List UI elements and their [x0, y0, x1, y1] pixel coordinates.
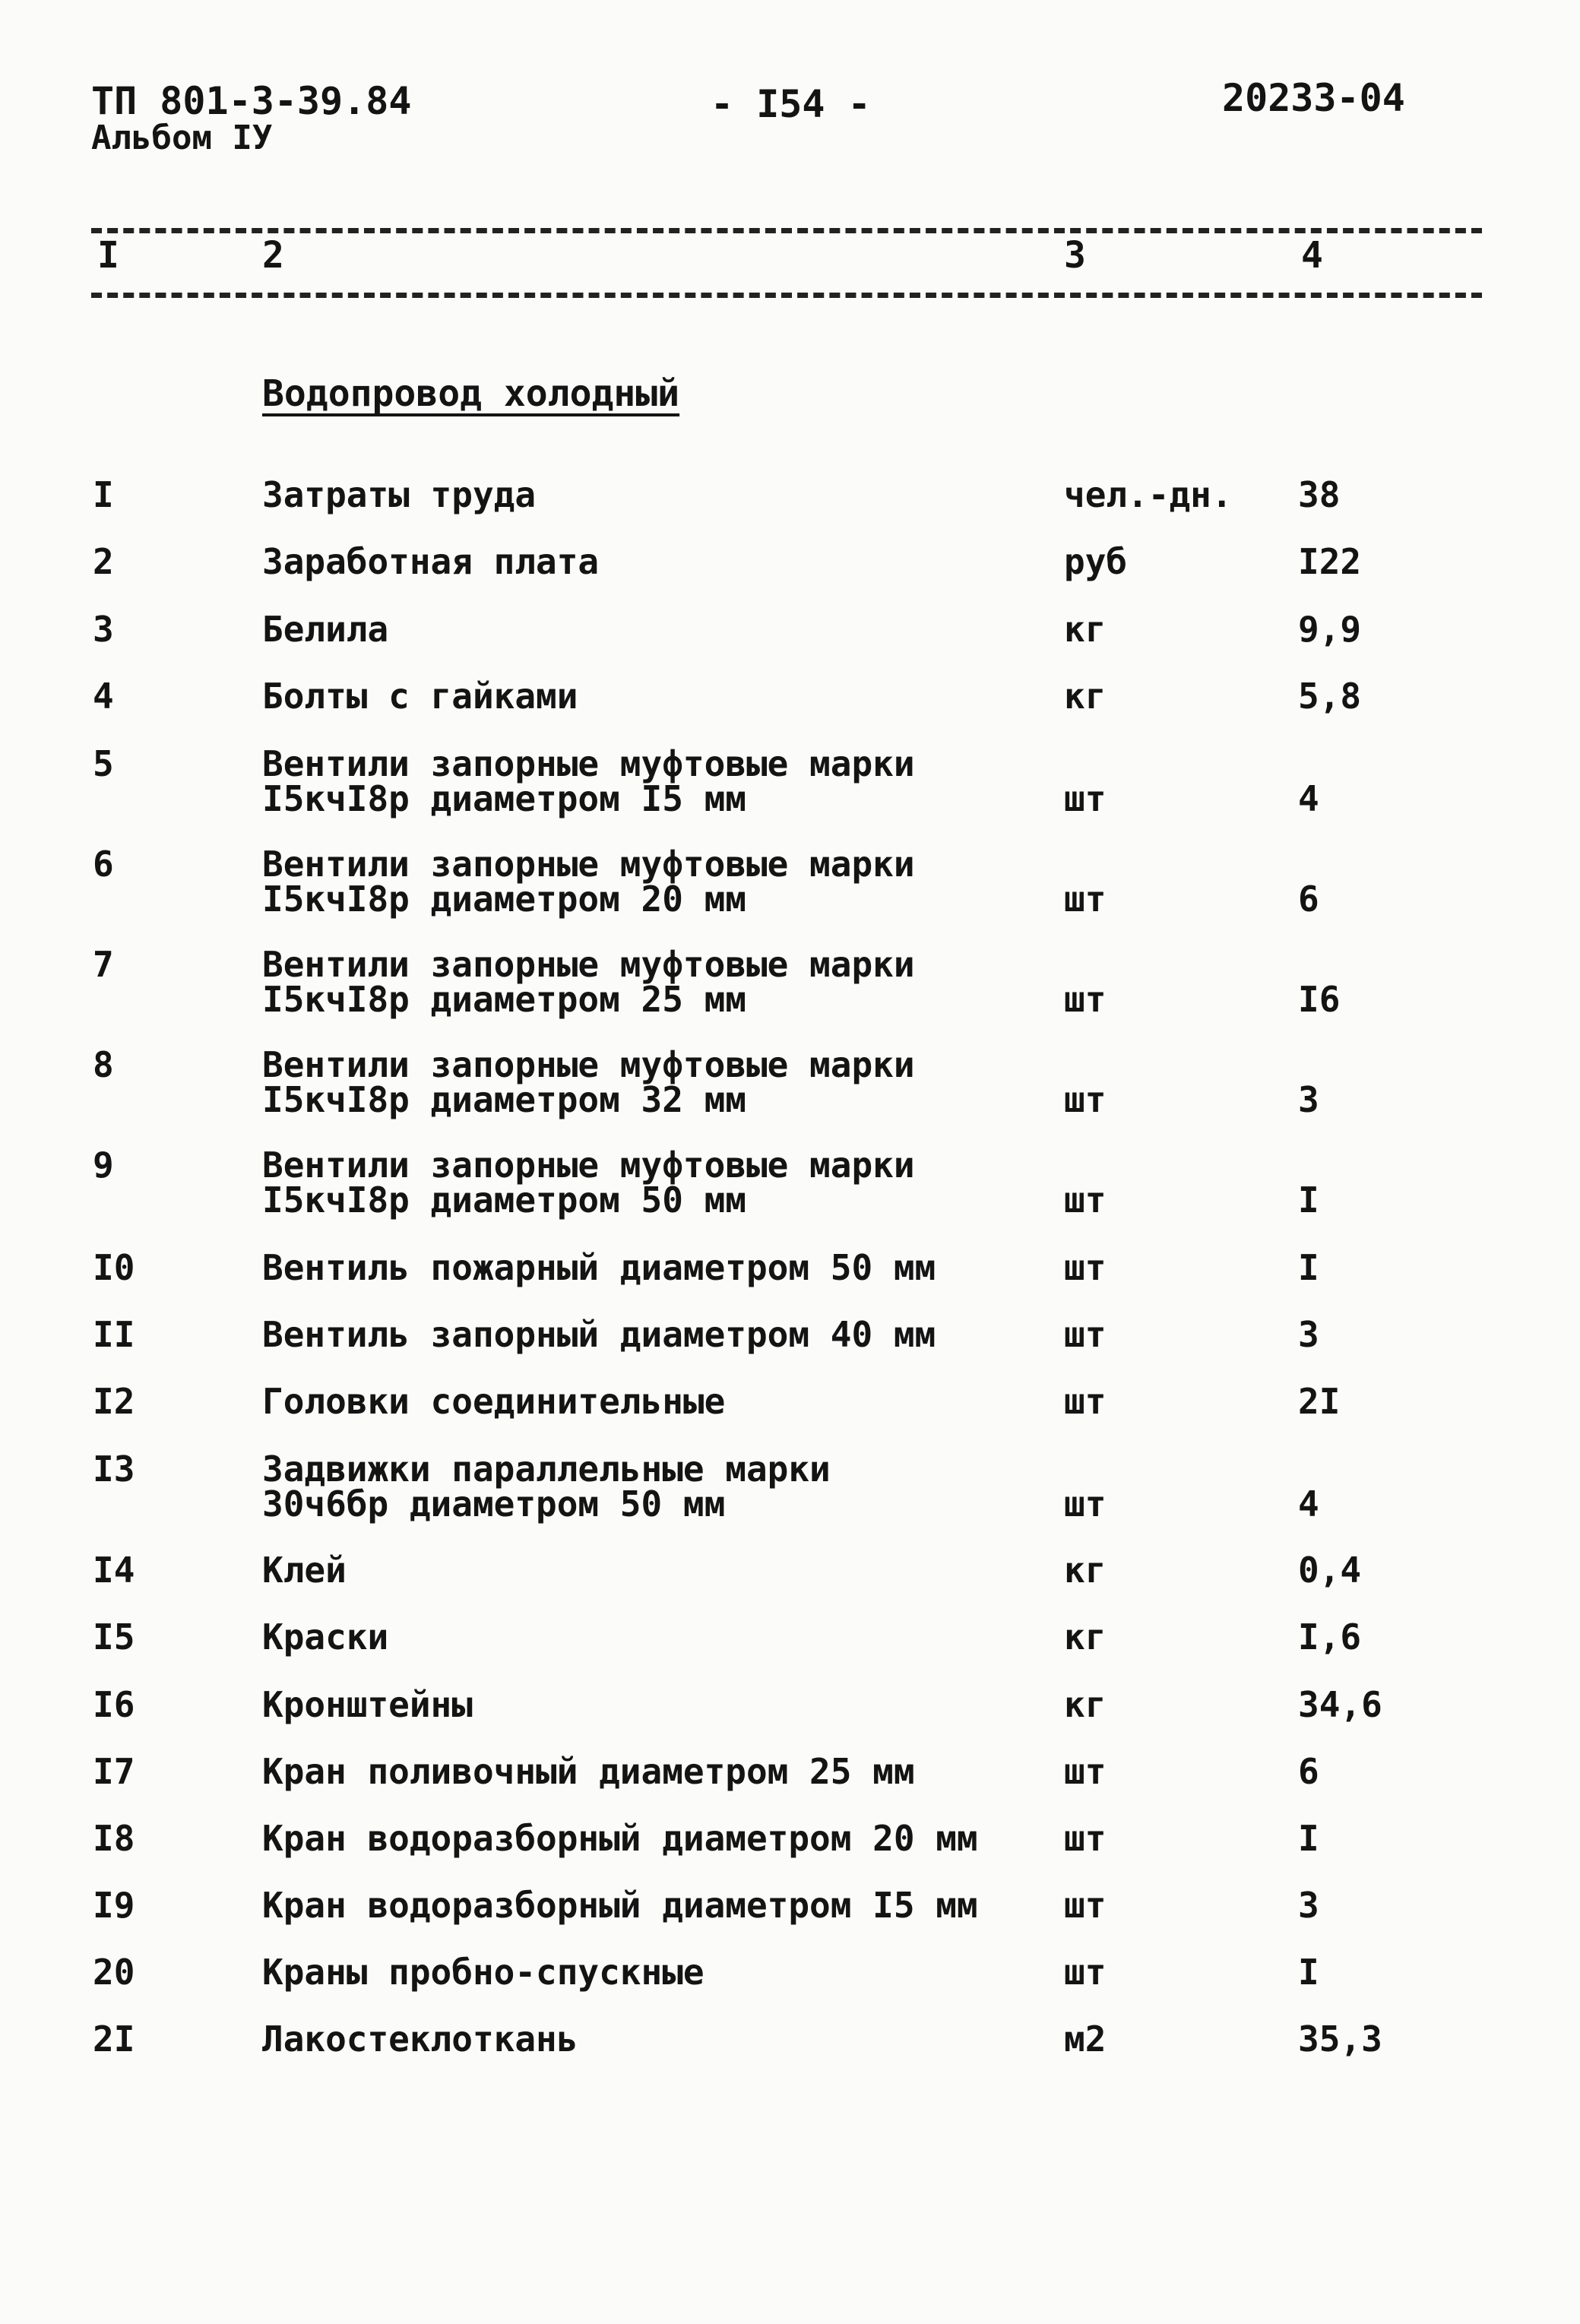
row-unit: кг — [1064, 609, 1107, 650]
row-number: I6 — [93, 1684, 135, 1725]
row-name: Лакостеклоткань — [262, 2018, 578, 2060]
row-name: Головки соединительные — [262, 1381, 726, 1422]
row-name: Клей — [262, 1550, 347, 1591]
table-row — [0, 743, 1580, 819]
document-number: 20233-04 — [1222, 76, 1405, 120]
row-unit: чел.-дн. — [1064, 474, 1233, 515]
table-row — [0, 609, 1580, 650]
row-unit: м2 — [1064, 2018, 1107, 2060]
table-row — [0, 844, 1580, 920]
row-name: Затраты труда — [262, 474, 537, 515]
row-number: 9 — [93, 1145, 114, 1186]
row-name: Кронштейны — [262, 1684, 473, 1725]
table-row — [0, 1044, 1580, 1120]
row-number: 20 — [93, 1952, 135, 1993]
row-name: Краны пробно-спускные — [262, 1952, 705, 1993]
row-name: Кран поливочный диаметром 25 мм — [262, 1751, 915, 1792]
table-row — [0, 1885, 1580, 1926]
row-quantity: 2I — [1298, 1381, 1341, 1422]
row-name: Задвижки параллельные марки 30ч6бр диаметром 50 мм — [262, 1449, 831, 1525]
row-number: I3 — [93, 1449, 135, 1490]
row-name: Кран водоразборный диаметром 20 мм — [262, 1818, 978, 1859]
row-unit: кг — [1064, 676, 1107, 717]
table-header-bottom-rule — [91, 293, 1482, 298]
table-row — [0, 1247, 1580, 1288]
row-quantity: I6 — [1298, 979, 1341, 1020]
table-row — [0, 1381, 1580, 1422]
table-row — [0, 944, 1580, 1020]
row-quantity: I — [1298, 1952, 1319, 1993]
row-quantity: I22 — [1298, 541, 1362, 582]
row-quantity: I — [1298, 1818, 1319, 1859]
row-quantity: 38 — [1298, 474, 1341, 515]
row-quantity: 6 — [1298, 879, 1319, 920]
row-quantity: 35,3 — [1298, 2018, 1382, 2060]
row-quantity: 34,6 — [1298, 1684, 1382, 1725]
table-row — [0, 1952, 1580, 1993]
row-quantity: 4 — [1298, 778, 1319, 819]
table-row — [0, 1550, 1580, 1591]
row-unit: шт — [1064, 1314, 1107, 1355]
row-name: Вентили запорные муфтовые марки I5кчI8р диаметром 20 мм — [262, 844, 915, 920]
table-row — [0, 541, 1580, 582]
row-unit: шт — [1064, 879, 1107, 920]
table-row — [0, 1449, 1580, 1525]
row-name: Болты с гайками — [262, 676, 578, 717]
row-unit: кг — [1064, 1616, 1107, 1658]
row-name: Заработная плата — [262, 541, 600, 582]
row-unit: кг — [1064, 1550, 1107, 1591]
row-name: Вентили запорные муфтовые марки I5кчI8р диаметром I5 мм — [262, 743, 915, 819]
row-name: Вентиль запорный диаметром 40 мм — [262, 1314, 936, 1355]
album-label: Альбом IУ — [91, 119, 273, 157]
row-number: 8 — [93, 1044, 114, 1085]
row-quantity: 4 — [1298, 1483, 1319, 1525]
row-number: 4 — [93, 676, 114, 717]
table-row — [0, 1818, 1580, 1859]
column-header-2: 2 — [262, 234, 284, 277]
table-row — [0, 1145, 1580, 1221]
row-number: 6 — [93, 844, 114, 885]
row-unit: шт — [1064, 1751, 1107, 1792]
row-unit: шт — [1064, 1079, 1107, 1120]
row-name: Вентиль пожарный диаметром 50 мм — [262, 1247, 936, 1288]
table-row — [0, 1616, 1580, 1658]
row-unit: шт — [1064, 979, 1107, 1020]
row-number: 7 — [93, 944, 114, 985]
section-title: Водопровод холодный — [262, 372, 680, 415]
row-quantity: 5,8 — [1298, 676, 1362, 717]
row-unit: шт — [1064, 1247, 1107, 1288]
row-quantity: I,6 — [1298, 1616, 1362, 1658]
row-name: Вентили запорные муфтовые марки I5кчI8р диаметром 50 мм — [262, 1145, 915, 1221]
row-unit: кг — [1064, 1684, 1107, 1725]
row-number: 2 — [93, 541, 114, 582]
row-number: 5 — [93, 743, 114, 784]
row-unit: шт — [1064, 1381, 1107, 1422]
row-name: Белила — [262, 609, 389, 650]
row-unit: шт — [1064, 778, 1107, 819]
row-unit: шт — [1064, 1483, 1107, 1525]
row-quantity: 3 — [1298, 1314, 1319, 1355]
row-quantity: I — [1298, 1247, 1319, 1288]
row-quantity: 0,4 — [1298, 1550, 1362, 1591]
column-header-1: I — [97, 234, 119, 277]
row-number: 3 — [93, 609, 114, 650]
table-row — [0, 1314, 1580, 1355]
row-unit: шт — [1064, 1818, 1107, 1859]
table-row — [0, 1751, 1580, 1792]
column-header-4: 4 — [1301, 234, 1323, 277]
row-number: I7 — [93, 1751, 135, 1792]
row-number: I0 — [93, 1247, 135, 1288]
row-quantity: 6 — [1298, 1751, 1319, 1792]
row-quantity: 3 — [1298, 1079, 1319, 1120]
document-code: ТП 801-3-39.84 — [91, 79, 412, 123]
row-number: II — [93, 1314, 135, 1355]
row-name: Краски — [262, 1616, 389, 1658]
row-number: I8 — [93, 1818, 135, 1859]
table-header-top-rule — [91, 228, 1482, 233]
table-row — [0, 2018, 1580, 2060]
row-name: Кран водоразборный диаметром I5 мм — [262, 1885, 978, 1926]
row-number: 2I — [93, 2018, 135, 2060]
row-number: I5 — [93, 1616, 135, 1658]
row-name: Вентили запорные муфтовые марки I5кчI8р диаметром 32 мм — [262, 1044, 915, 1120]
row-quantity: 9,9 — [1298, 609, 1362, 650]
row-unit: руб — [1064, 541, 1128, 582]
table-row — [0, 1684, 1580, 1725]
row-number: I4 — [93, 1550, 135, 1591]
row-number: I — [93, 474, 114, 515]
row-number: I2 — [93, 1381, 135, 1422]
row-quantity: I — [1298, 1179, 1319, 1221]
page-number: - I54 - — [711, 82, 871, 126]
table-row — [0, 676, 1580, 717]
row-name: Вентили запорные муфтовые марки I5кчI8р диаметром 25 мм — [262, 944, 915, 1020]
row-quantity: 3 — [1298, 1885, 1319, 1926]
row-unit: шт — [1064, 1952, 1107, 1993]
row-number: I9 — [93, 1885, 135, 1926]
row-unit: шт — [1064, 1179, 1107, 1221]
table-row — [0, 474, 1580, 515]
row-unit: шт — [1064, 1885, 1107, 1926]
column-header-3: 3 — [1064, 234, 1086, 277]
